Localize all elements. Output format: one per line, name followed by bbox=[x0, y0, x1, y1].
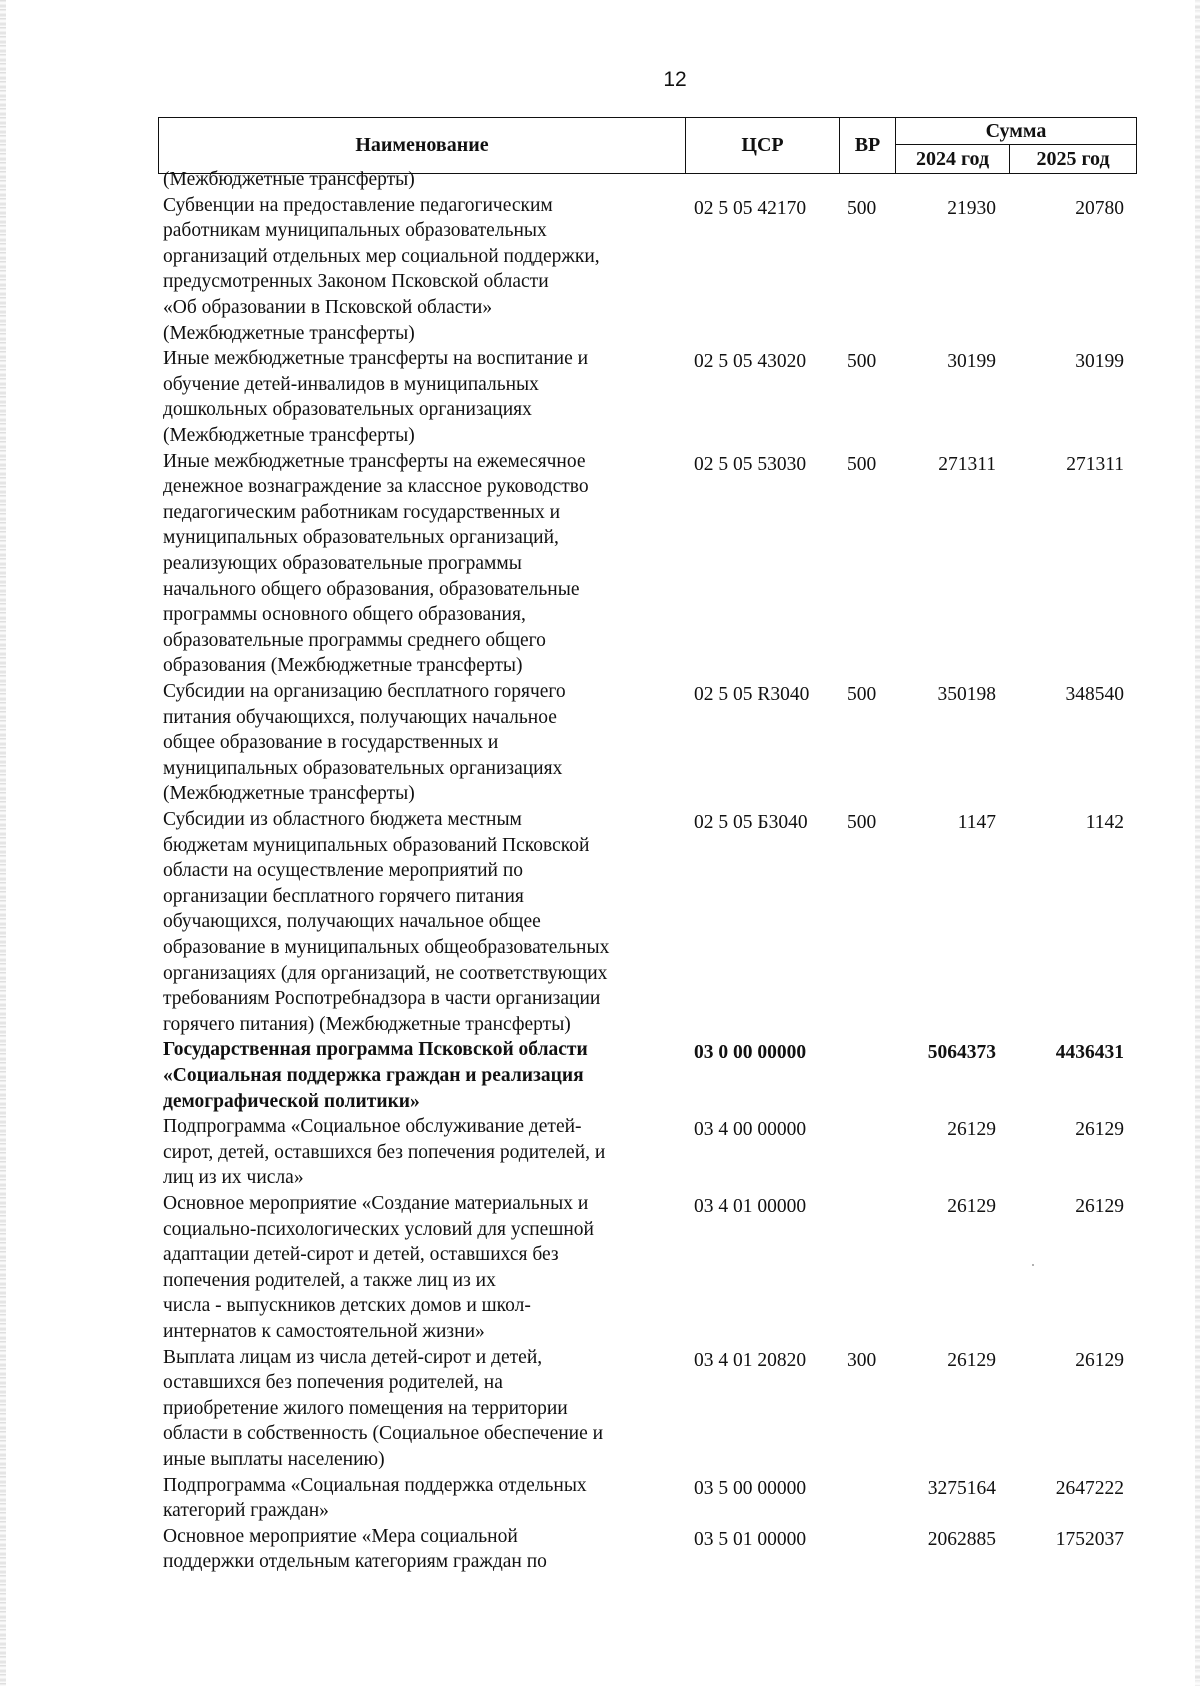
row-name bbox=[163, 1473, 683, 1524]
row-name-line: демографической политики» bbox=[163, 1090, 420, 1112]
row-name-line: программы основного общего образования, bbox=[163, 604, 526, 626]
row-vr: 500 bbox=[847, 351, 877, 373]
row-name-line: «Социальная поддержка граждан и реализация bbox=[163, 1064, 584, 1086]
row-sum-2025: 26129 bbox=[1075, 1119, 1124, 1141]
row-csr: 03 5 01 00000 bbox=[694, 1528, 807, 1550]
row-name bbox=[163, 167, 683, 193]
row-sum-2025: 26129 bbox=[1075, 1349, 1124, 1371]
row-sum-2024: 5064373 bbox=[927, 1042, 996, 1064]
row-sum-2025: 4436431 bbox=[1055, 1042, 1124, 1064]
row-name-line: муниципальных образовательных организациях bbox=[163, 757, 563, 779]
row-name-line: иные выплаты населению) bbox=[163, 1448, 385, 1470]
header-csr: ЦСР bbox=[686, 118, 840, 173]
row-sum-2024: 3275164 bbox=[927, 1477, 996, 1499]
row-csr: 02 5 05 43020 bbox=[694, 351, 807, 373]
row-vr: 500 bbox=[847, 684, 877, 705]
row-name-line: дошкольных образовательных организациях bbox=[163, 399, 532, 421]
row-name-line: лиц из их числа» bbox=[163, 1167, 304, 1189]
row-name-line: образовательные программы среднего общего bbox=[163, 629, 546, 651]
row-sum-2024: 26129 bbox=[947, 1119, 996, 1141]
row-name-line: образование в муниципальных общеобразовательных bbox=[163, 936, 610, 958]
row-name bbox=[163, 1345, 683, 1473]
row-vr: 300 bbox=[847, 1349, 877, 1371]
row-sum-2024: 271311 bbox=[938, 453, 996, 475]
row-name-line: попечения родителей, а также лиц из их bbox=[163, 1269, 496, 1291]
row-sum-2025: 30199 bbox=[1075, 351, 1124, 373]
row-name-line: Государственная программа Псковской области bbox=[163, 1039, 588, 1061]
row-name-line: области на осуществление мероприятий по bbox=[163, 860, 524, 882]
row-sum-2025: 26129 bbox=[1075, 1196, 1124, 1217]
row-name-line: Подпрограмма «Социальная поддержка отдельных bbox=[163, 1474, 587, 1496]
row-name bbox=[163, 679, 683, 807]
row-name-line: начального общего образования, образовательные bbox=[163, 578, 580, 600]
row-name bbox=[163, 1037, 683, 1114]
row-name-line: требованиям Роспотребнадзора в части организации bbox=[163, 988, 601, 1010]
row-name-line: числа - выпускников детских домов и школ- bbox=[163, 1295, 531, 1317]
row-name-line: (Межбюджетные трансферты) bbox=[163, 424, 415, 446]
row-name-line: бюджетам муниципальных образований Псковской bbox=[163, 834, 590, 856]
row-sum-2024: 26129 bbox=[947, 1349, 996, 1371]
row-name-line: Субсидии из областного бюджета местным bbox=[163, 809, 522, 830]
row-name-line: Подпрограмма «Социальное обслуживание детей- bbox=[163, 1116, 582, 1138]
row-name-line: обучающихся, получающих начальное общее bbox=[163, 911, 541, 933]
row-csr: 03 4 01 20820 bbox=[694, 1349, 807, 1371]
row-csr: 03 5 00 00000 bbox=[694, 1477, 807, 1499]
row-name-line: организации бесплатного горячего питания bbox=[163, 885, 524, 907]
row-sum-2025: 20780 bbox=[1075, 197, 1124, 219]
row-name-line: «Об образовании в Псковской области» bbox=[163, 296, 493, 318]
row-name-line: приобретение жилого помещения на территории bbox=[163, 1397, 568, 1419]
row-name-line: Субсидии на организацию бесплатного горячего bbox=[163, 681, 566, 702]
row-name bbox=[163, 1191, 683, 1345]
row-name-line: (Межбюджетные трансферты) bbox=[163, 169, 415, 190]
row-name-line: (Межбюджетные трансферты) bbox=[163, 783, 415, 805]
row-name-line: (Межбюджетные трансферты) bbox=[163, 322, 415, 344]
row-name bbox=[163, 1524, 683, 1575]
row-sum-2024: 21930 bbox=[947, 197, 996, 219]
row-name bbox=[163, 193, 683, 347]
row-name-line: оставшихся без попечения родителей, на bbox=[163, 1372, 503, 1394]
row-name-line: Иные межбюджетные трансферты на воспитание и bbox=[163, 348, 589, 370]
row-sum-2024: 350198 bbox=[937, 684, 996, 705]
row-name-line: Субвенции на предоставление педагогическим bbox=[163, 194, 553, 216]
row-csr: 02 5 05 Б3040 bbox=[694, 812, 808, 833]
row-name-line: муниципальных образовательных организаций, bbox=[163, 527, 559, 549]
row-name-line: Основное мероприятие «Создание материальных и bbox=[163, 1193, 589, 1214]
row-sum-2025: 1752037 bbox=[1055, 1528, 1124, 1550]
row-sum-2025: 348540 bbox=[1065, 684, 1124, 705]
row-csr: 02 5 05 53030 bbox=[694, 453, 807, 475]
header-sum: Сумма bbox=[896, 118, 1136, 145]
row-sum-2024: 26129 bbox=[947, 1196, 996, 1217]
row-name-line: педагогическим работникам государственных и bbox=[163, 501, 561, 523]
row-name-line: Основное мероприятие «Мера социальной bbox=[163, 1525, 518, 1547]
row-name bbox=[163, 449, 683, 679]
row-name-line: интернатов к самостоятельной жизни» bbox=[163, 1320, 485, 1342]
row-name-line: категорий граждан» bbox=[163, 1500, 329, 1522]
row-name-line: сирот, детей, оставшихся без попечения родителей, и bbox=[163, 1141, 606, 1163]
header-year-2024: 2024 год bbox=[896, 145, 1010, 173]
row-name-line: горячего питания) (Межбюджетные трансферты) bbox=[163, 1013, 571, 1035]
row-csr: 03 4 01 00000 bbox=[694, 1196, 807, 1217]
row-name-line: организациях (для организаций, не соответствующих bbox=[163, 962, 608, 984]
row-name-line: работникам муниципальных образовательных bbox=[163, 220, 547, 242]
row-name-line: области в собственность (Социальное обеспечение и bbox=[163, 1423, 604, 1445]
scan-edge-left bbox=[0, 0, 6, 1686]
row-name bbox=[163, 807, 683, 1037]
row-sum-2024: 30199 bbox=[947, 351, 996, 373]
row-name-line: адаптации детей-сирот и детей, оставшихся без bbox=[163, 1244, 559, 1266]
table-header bbox=[158, 117, 1137, 174]
row-name bbox=[163, 1114, 683, 1191]
scan-edge-right bbox=[1195, 0, 1200, 1686]
row-sum-2025: 2647222 bbox=[1055, 1477, 1124, 1499]
row-name-line: предусмотренных Законом Псковской области bbox=[163, 271, 549, 293]
row-name bbox=[163, 346, 683, 448]
row-name-line: организаций отдельных мер социальной поддержки, bbox=[163, 245, 600, 267]
row-name-line: обучение детей-инвалидов в муниципальных bbox=[163, 373, 539, 395]
row-vr: 500 bbox=[847, 197, 877, 219]
row-name-line: образования (Межбюджетные трансферты) bbox=[163, 655, 523, 677]
header-name: Наименование bbox=[159, 118, 686, 173]
row-name-line: денежное вознаграждение за классное руководство bbox=[163, 476, 589, 498]
row-vr: 500 bbox=[847, 812, 877, 833]
page-number: 12 bbox=[663, 68, 687, 91]
row-csr: 03 0 00 00000 bbox=[694, 1042, 807, 1064]
row-sum-2025: 271311 bbox=[1066, 453, 1124, 475]
row-csr: 02 5 05 R3040 bbox=[694, 684, 810, 705]
row-sum-2024: 1147 bbox=[957, 812, 996, 833]
row-name-line: Иные межбюджетные трансферты на ежемесячное bbox=[163, 450, 586, 472]
row-csr: 02 5 05 42170 bbox=[694, 197, 807, 219]
row-name-line: питания обучающихся, получающих начальное bbox=[163, 706, 557, 728]
row-name-line: поддержки отдельным категориям граждан по bbox=[163, 1551, 547, 1573]
row-sum-2025: 1142 bbox=[1085, 812, 1124, 833]
row-name-line: социально-психологических условий для успешной bbox=[163, 1218, 594, 1240]
row-name-line: Выплата лицам из числа детей-сирот и детей, bbox=[163, 1346, 543, 1368]
row-sum-2024: 2062885 bbox=[927, 1528, 996, 1550]
row-name-line: реализующих образовательные программы bbox=[163, 552, 522, 574]
row-csr: 03 4 00 00000 bbox=[694, 1119, 807, 1141]
header-vr: ВР bbox=[840, 118, 896, 173]
row-vr: 500 bbox=[847, 453, 877, 475]
scan-speck bbox=[1032, 1264, 1034, 1266]
row-name-line: общее образование в государственных и bbox=[163, 732, 499, 754]
header-year-2025: 2025 год bbox=[1036, 147, 1110, 170]
